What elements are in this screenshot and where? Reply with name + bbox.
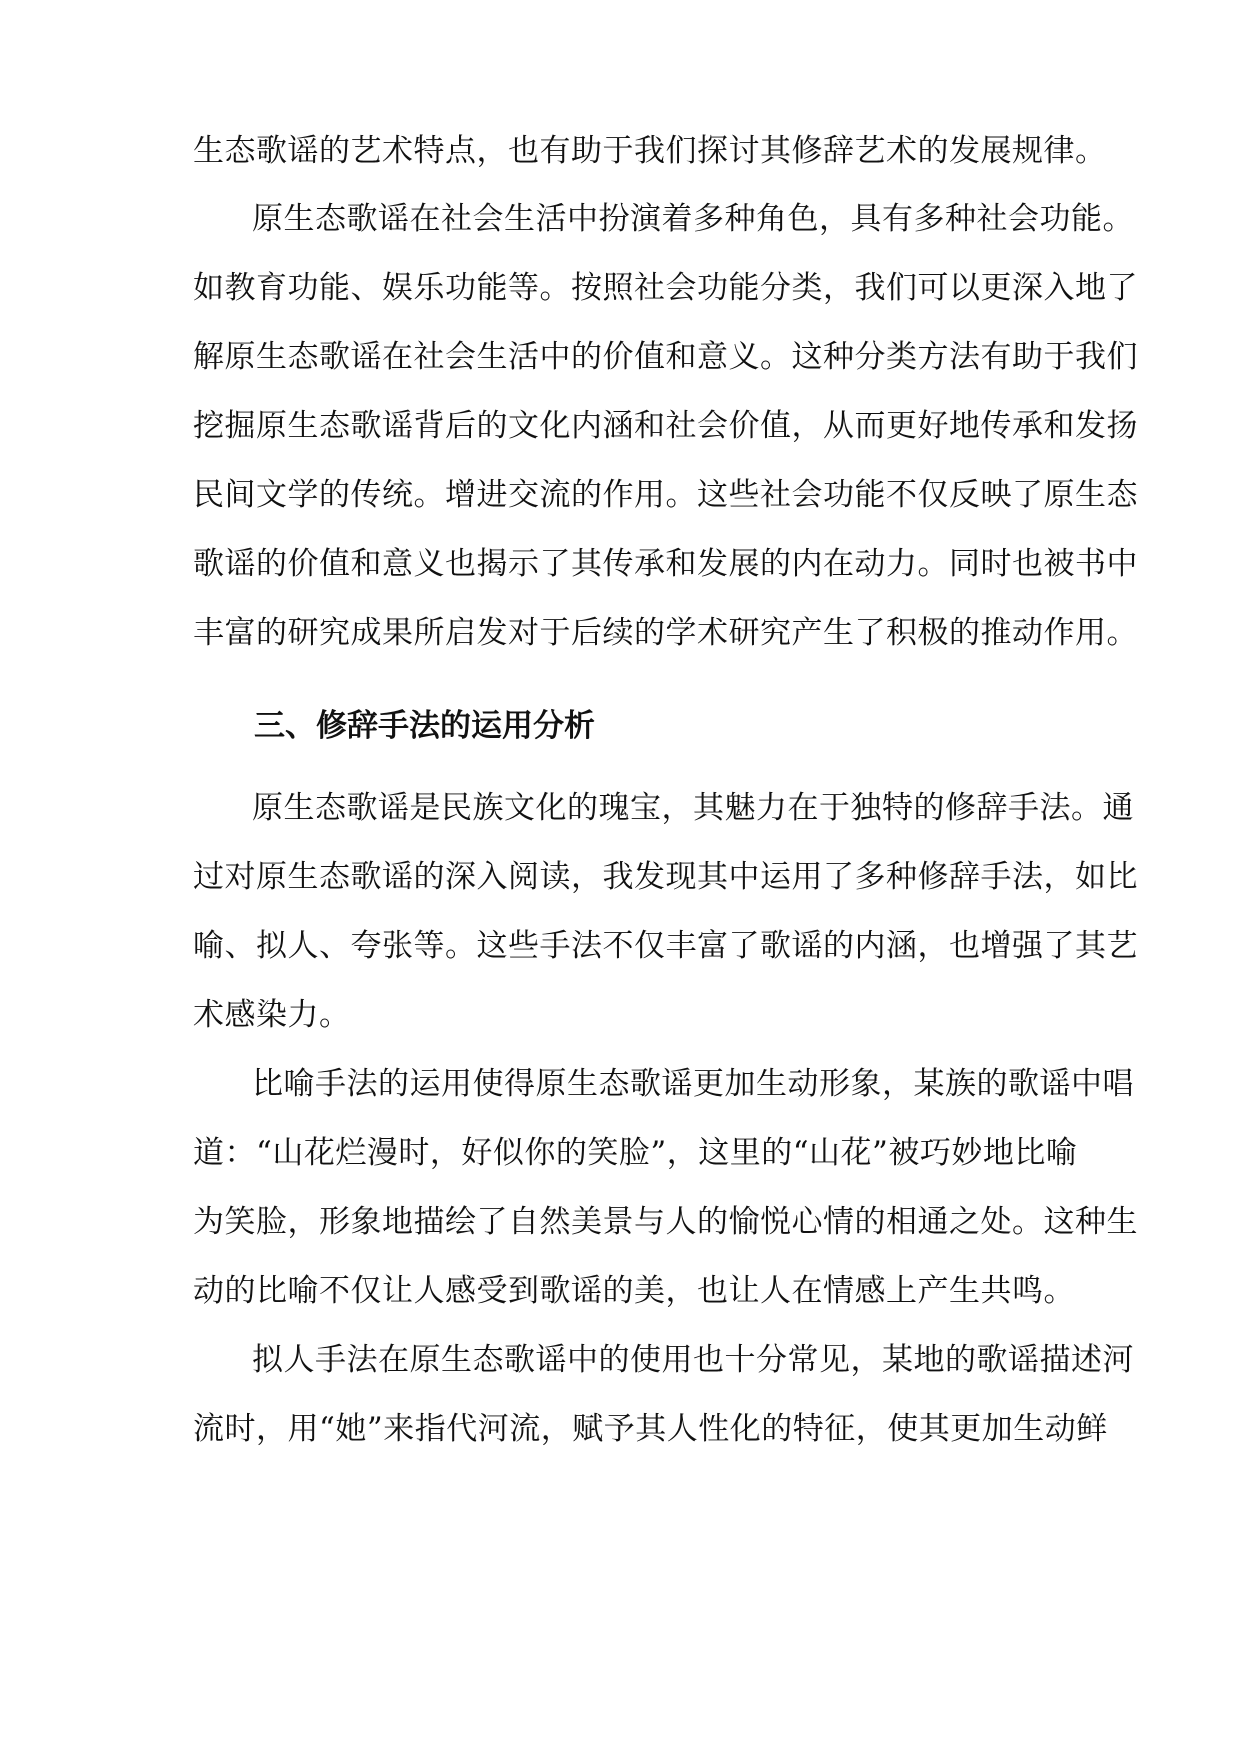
section-heading: 三、修辞手法的运用分析 — [254, 708, 595, 744]
paragraph-line: 挖掘原生态歌谣背后的文化内涵和社会价值，从而更好地传承和发扬 — [193, 408, 1138, 444]
paragraph-line: 喻、拟人、夸张等。这些手法不仅丰富了歌谣的内涵，也增强了其艺 — [193, 928, 1138, 964]
paragraph-line: 比喻手法的运用使得原生态歌谣更加生动形象，某族的歌谣中唱 — [252, 1066, 1134, 1102]
paragraph-line: 道：“山花烂漫时，好似你的笑脸”，这里的“山花”被巧妙地比喻 — [193, 1135, 1078, 1171]
paragraph-line: 为笑脸，形象地描绘了自然美景与人的愉悦心情的相通之处。这种生 — [193, 1204, 1138, 1240]
paragraph-line: 流时，用“她”来指代河流，赋予其人性化的特征，使其更加生动鲜 — [193, 1411, 1108, 1447]
paragraph-line: 原生态歌谣在社会生活中扮演着多种角色，具有多种社会功能。 — [252, 201, 1134, 237]
paragraph-line: 歌谣的价值和意义也揭示了其传承和发展的内在动力。同时也被书中 — [193, 546, 1138, 582]
paragraph-line: 生态歌谣的艺术特点，也有助于我们探讨其修辞艺术的发展规律。 — [193, 133, 1107, 169]
paragraph-line: 民间文学的传统。增进交流的作用。这些社会功能不仅反映了原生态 — [193, 477, 1138, 513]
paragraph-line: 如教育功能、娱乐功能等。按照社会功能分类，我们可以更深入地了 — [193, 270, 1138, 306]
paragraph-line: 动的比喻不仅让人感受到歌谣的美，也让人在情感上产生共鸣。 — [193, 1273, 1075, 1309]
paragraph-line: 丰富的研究成果所启发对于后续的学术研究产生了积极的推动作用。 — [193, 615, 1138, 651]
paragraph-line: 原生态歌谣是民族文化的瑰宝，其魅力在于独特的修辞手法。通 — [252, 790, 1134, 826]
paragraph-line: 过对原生态歌谣的深入阅读，我发现其中运用了多种修辞手法，如比 — [193, 859, 1138, 895]
paragraph-line: 术感染力。 — [193, 997, 351, 1033]
paragraph-line: 解原生态歌谣在社会生活中的价值和意义。这种分类方法有助于我们 — [193, 339, 1138, 375]
paragraph-line: 拟人手法在原生态歌谣中的使用也十分常见，某地的歌谣描述河 — [252, 1342, 1134, 1378]
